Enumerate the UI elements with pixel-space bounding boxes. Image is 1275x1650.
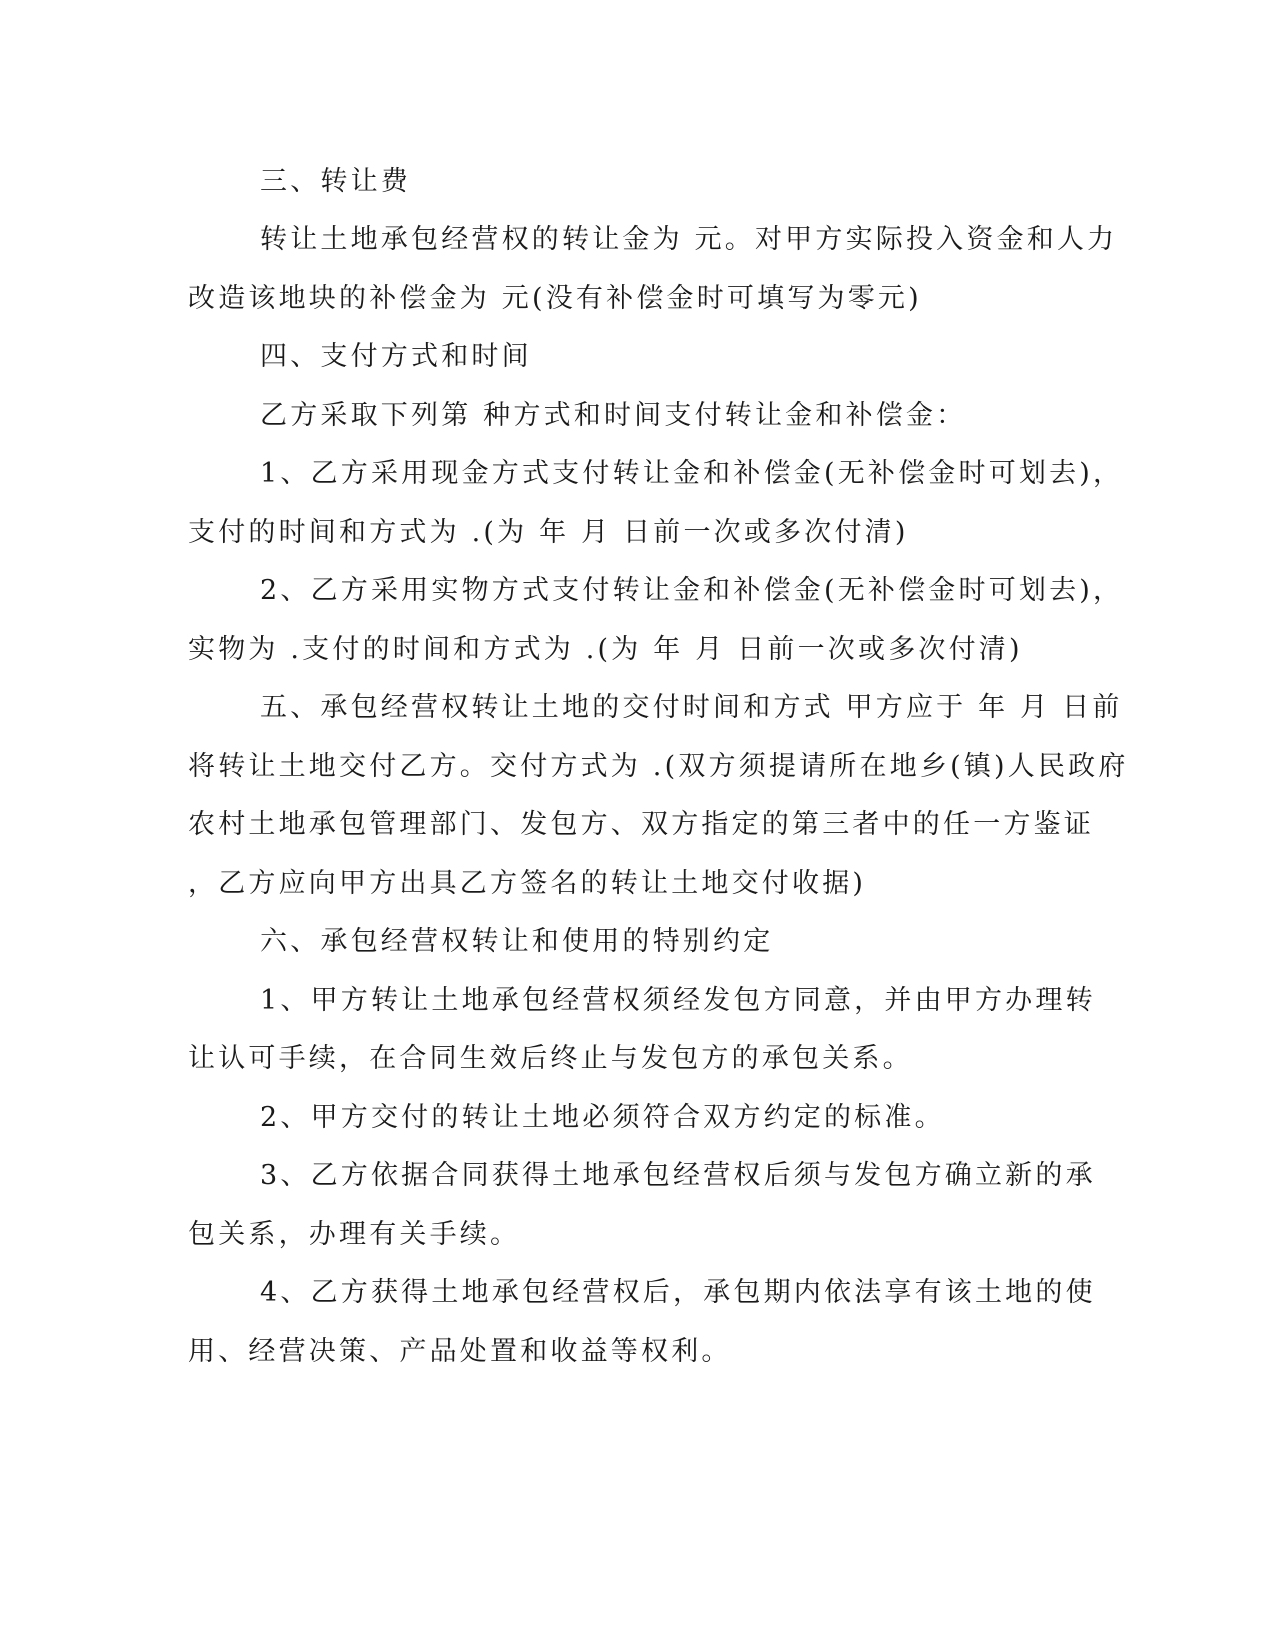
section-heading-payment: 四、支付方式和时间: [260, 341, 532, 372]
paragraph-line: 将转让土地交付乙方。交付方式为 .(双方须提请所在地乡(镇)人民政府: [188, 751, 1129, 782]
paragraph-line: 支付的时间和方式为 .(为 年 月 日前一次或多次付清): [188, 517, 909, 548]
section-heading-special-terms: 六、承包经营权转让和使用的特别约定: [260, 926, 774, 957]
paragraph-line: 用、经营决策、产品处置和收益等权利。: [188, 1336, 732, 1367]
paragraph-line: 包关系，办理有关手续。: [188, 1219, 521, 1250]
paragraph-line: 1、甲方转让土地承包经营权须经发包方同意，并由甲方办理转: [260, 985, 1096, 1016]
paragraph-line: 1、乙方采用现金方式支付转让金和补偿金(无补偿金时可划去)，: [260, 458, 1124, 489]
paragraph-line: 让认可手续，在合同生效后终止与发包方的承包关系。: [188, 1043, 913, 1074]
paragraph-line: 3、乙方依据合同获得土地承包经营权后须与发包方确立新的承: [260, 1160, 1096, 1191]
paragraph-line: ，乙方应向甲方出具乙方签名的转让土地交付收据): [188, 868, 867, 899]
paragraph-line: 2、甲方交付的转让土地必须符合双方约定的标准。: [260, 1102, 945, 1133]
paragraph-line: 农村土地承包管理部门、发包方、双方指定的第三者中的任一方鉴证: [188, 809, 1094, 840]
paragraph-line: 乙方采取下列第 种方式和时间支付转让金和补偿金：: [260, 400, 967, 431]
paragraph-line: 改造该地块的补偿金为 元(没有补偿金时可填写为零元): [188, 283, 922, 314]
paragraph-line: 转让土地承包经营权的转让金为 元。对甲方实际投入资金和人力: [260, 224, 1118, 255]
paragraph-line: 实物为 .支付的时间和方式为 .(为 年 月 日前一次或多次付清): [188, 634, 1023, 665]
paragraph-line: 4、乙方获得土地承包经营权后，承包期内依法享有该土地的使: [260, 1277, 1096, 1308]
section-heading-delivery: 五、承包经营权转让土地的交付时间和方式 甲方应于 年 月 日前: [260, 692, 1123, 723]
section-heading-transfer-fee: 三、转让费: [260, 166, 411, 197]
paragraph-line: 2、乙方采用实物方式支付转让金和补偿金(无补偿金时可划去)，: [260, 575, 1124, 606]
